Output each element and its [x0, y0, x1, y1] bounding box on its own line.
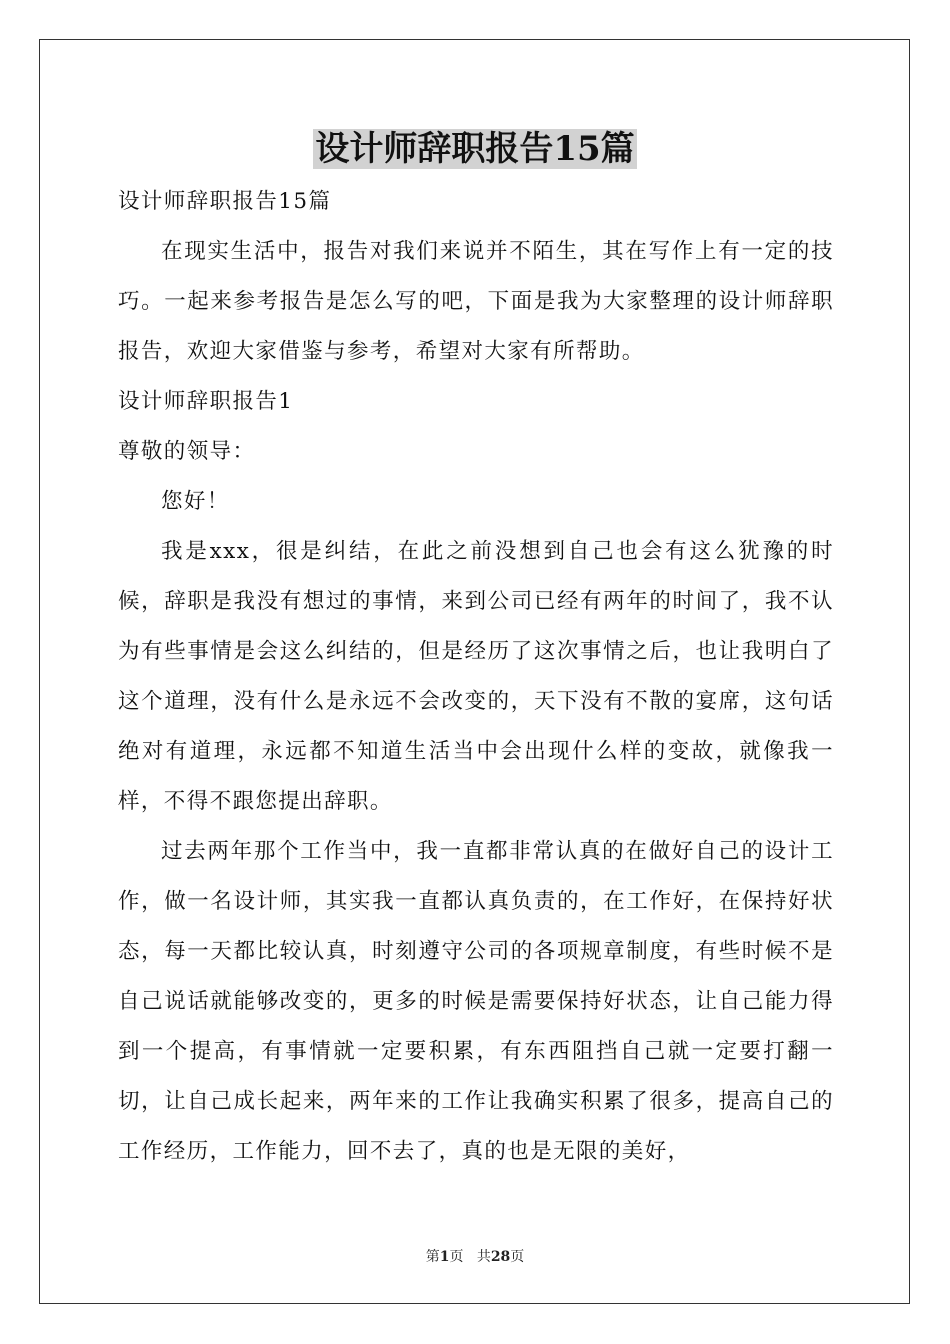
footer-page-number: 1: [439, 1249, 450, 1265]
section-heading: 设计师辞职报告1: [118, 389, 294, 414]
document-subtitle: 设计师辞职报告15篇: [118, 189, 332, 214]
page-footer: [0, 1247, 950, 1267]
body-paragraph: 我是xxx，很是纠结，在此之前没想到自己也会有这么犹豫的时候，辞职是我没有想过的事情，来到公司已经有两年的时间了，我不认为有些事情是会这么纠结的，但是经历了这次事情之后，也让我明白了这个道理，没有什么是永远不会改变的，天下没有不散的宴席，这句话绝对有道理，永远都不知道生活当中会出现什么样的变故，就像我一样，不得不跟您提出辞职。: [118, 539, 834, 814]
document-body: [118, 177, 834, 1177]
salutation: 尊敬的领导：: [118, 439, 256, 464]
greeting: 您好！: [161, 489, 230, 514]
footer-total-suffix: 页: [510, 1249, 525, 1265]
document-title: [0, 124, 950, 174]
body-paragraph: 过去两年那个工作当中，我一直都非常认真的在做好自己的设计工作，做一名设计师，其实我一直都认真负责的，在工作好，在保持好状态，每一天都比较认真，时刻遵守公司的各项规章制度，有些时候不是自己说话就能够改变的，更多的时候是需要保持好状态，让自己能力得到一个提高，有事情就一定要积累，有东西阻挡自己就一定要打翻一切，让自己成长起来，两年来的工作让我确实积累了很多，提高自己的工作经历，工作能力，回不去了，真的也是无限的美好，: [118, 839, 834, 1164]
footer-total-prefix: 共: [476, 1249, 491, 1265]
document-title-text: 设计师辞职报告15篇: [315, 129, 635, 169]
intro-paragraph: 在现实生活中，报告对我们来说并不陌生，其在写作上有一定的技巧。一起来参考报告是怎么写的吧，下面是我为大家整理的设计师辞职报告，欢迎大家借鉴与参考，希望对大家有所帮助。: [118, 239, 834, 364]
footer-page-suffix: 页: [449, 1249, 464, 1265]
footer-page-prefix: 第: [425, 1249, 440, 1265]
footer-total-pages: 28: [490, 1249, 511, 1265]
